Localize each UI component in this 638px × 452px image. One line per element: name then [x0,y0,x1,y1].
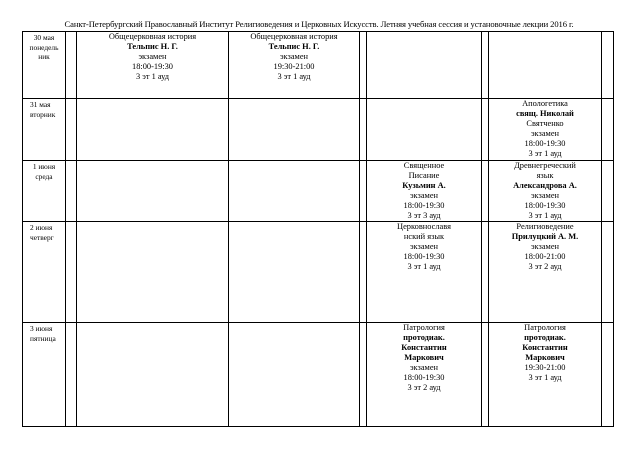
spacer-cell [66,32,77,99]
day-cell [23,323,66,427]
spacer-cell [360,323,367,427]
class-info-line: Патрология [524,323,566,332]
class-info-line: Священное [403,161,445,170]
class-info-line: Кузьмин А. [402,181,446,190]
class-cell [367,99,482,161]
day-label-line: понедель [29,42,59,52]
class-info-line: 18:00-19:30 [524,201,566,210]
class-info-line: Святченко [526,119,564,128]
day-label-line: вторник [30,109,56,119]
class-info-line: 3 эт 1 ауд [528,149,562,158]
spacer-cell [66,323,77,427]
class-info-line: протодиак. [403,333,445,342]
class-info-line: Александрова А. [513,181,577,190]
class-info-line: Маркович [525,353,565,362]
class-cell [367,222,482,323]
class-info-line: 3 эт 1 ауд [135,72,170,81]
spacer-cell [482,32,489,99]
class-cell [229,99,360,161]
class-info-line: Тельпис Н. Г. [268,42,320,51]
class-info-line: Писание [408,171,440,180]
class-cell [77,99,229,161]
day-label-line: 2 июня [30,223,53,232]
class-info-line: 19:30-21:00 [524,363,566,372]
class-info-line: Константин [522,343,568,352]
day-label-line: среда [35,171,53,181]
class-info-line: Маркович [404,353,444,362]
class-info-line: 3 эт 2 ауд [407,383,441,392]
class-cell [489,161,602,222]
spacer-cell [66,222,77,323]
class-cell [489,222,602,323]
schedule-row [23,32,614,99]
class-info-line: Общецерковная история [250,32,338,41]
class-cell [77,222,229,323]
class-cell [489,32,602,99]
class-info-line: 3 эт 1 ауд [528,373,562,382]
spacer-cell [360,161,367,222]
day-label-line: пятница [30,333,56,343]
spacer-cell [482,222,489,323]
spacer-cell [66,161,77,222]
day-cell [23,222,66,323]
class-info-line: 3 эт 1 ауд [407,262,441,271]
class-info-line: Константин [401,343,447,352]
class-info-line: экзамен [138,52,167,61]
class-info-line: 18:00-21:00 [524,252,566,261]
class-cell [77,323,229,427]
day-label-line: 3 июня [30,324,53,333]
schedule-row [23,161,614,222]
schedule-row [23,222,614,323]
class-info-line: экзамен [279,52,309,61]
class-info-line: Общецерковная история [108,32,197,41]
class-cell [367,323,482,427]
class-cell [489,323,602,427]
class-cell [229,222,360,323]
class-info-line: экзамен [530,242,560,251]
class-info-line: Патрология [403,323,445,332]
class-cell [229,161,360,222]
class-info-line: Апологетика [522,99,568,108]
day-label-line: 1 июня [32,162,56,171]
class-info-line: Церковнославя [397,222,451,231]
spacer-cell [482,323,489,427]
class-info-line: нский язык [403,232,445,241]
class-info-line: 18:00-19:30 [403,252,445,261]
spacer-cell [360,222,367,323]
spacer-cell [602,161,614,222]
class-cell [367,32,482,99]
class-info-line: 3 эт 2 ауд [528,262,562,271]
class-info-line: Тельпис Н. Г. [127,42,178,51]
spacer-cell [360,32,367,99]
spacer-cell [66,99,77,161]
schedule-table [22,31,614,427]
class-info-line: 18:00-19:30 [524,139,566,148]
day-cell [23,161,66,222]
day-label-line: 31 мая [30,100,51,109]
class-info-line: Прилуцкий А. М. [511,232,579,241]
class-info-line: 3 эт 1 ауд [528,211,562,220]
class-info-line: экзамен [530,129,560,138]
class-cell [367,161,482,222]
class-info-line: экзамен [409,363,439,372]
class-info-line: 3 эт 1 ауд [277,72,311,81]
class-info-line: 3 эт 3 ауд [407,211,441,220]
spacer-cell [360,99,367,161]
day-cell [23,99,66,161]
class-cell [77,161,229,222]
class-info-line: 18:00-19:30 [403,373,445,382]
class-cell [489,99,602,161]
class-info-line: Древнегреческий [514,161,576,170]
class-info-line: 19:30-21:00 [273,62,315,71]
schedule-body [23,32,614,427]
schedule-row [23,323,614,427]
class-info-line: свящ. Николай [516,109,574,118]
spacer-cell [482,99,489,161]
document-title: Санкт-Петербургский Православный Институт Религиоведения и Церковных Искусств. Летняя учебная сессия и установочные лекции 2016 г. [64,19,574,29]
spacer-cell [602,99,614,161]
class-cell [229,323,360,427]
day-cell [23,32,66,99]
class-info-line: экзамен [530,191,560,200]
class-info-line: экзамен [409,242,439,251]
class-info-line: экзамен [409,191,439,200]
class-info-line: протодиак. [524,333,566,342]
class-cell [77,32,229,99]
spacer-cell [602,323,614,427]
spacer-cell [602,222,614,323]
class-info-line: 18:00-19:30 [403,201,445,210]
spacer-cell [602,32,614,99]
class-info-line: язык [536,171,554,180]
schedule-row [23,99,614,161]
day-label-line: четверг [30,232,54,242]
class-cell [229,32,360,99]
day-label-line: ник [38,52,50,61]
class-info-line: 18:00-19:30 [132,62,173,71]
class-info-line: Религиоведение [516,222,574,231]
spacer-cell [482,161,489,222]
day-label-line: 30 мая [33,33,55,42]
